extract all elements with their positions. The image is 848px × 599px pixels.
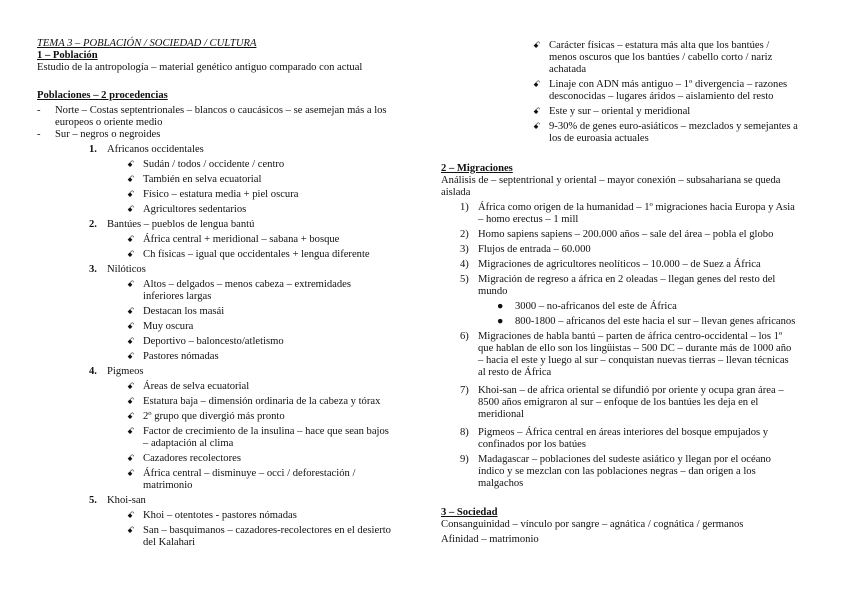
group-4-item: Factor de crecimiento de la insulina – hace que sean bajos (143, 426, 389, 437)
group-4-item-cont: – adaptación al clima (143, 438, 234, 449)
bullet-icon: ꗃ (127, 352, 135, 362)
group-3-item: Altos – delgados – menos cabeza – extremidades (143, 279, 351, 290)
group-1-name: Africanos occidentales (107, 144, 204, 155)
section-2-heading: 2 – Migraciones (441, 163, 513, 174)
section-2-intro: Análisis de – septentrional y oriental – mayor conexión – subsahariana se queda (441, 175, 781, 186)
migration-item-cont: 8500 años emigraron al sur – enfoque de los bantúes les deja en el (478, 397, 759, 408)
migration-item: Migraciones de habla bantú – parten de áfrica centro-occidental – los 1º (478, 331, 783, 342)
group-2-item: Ch físicas – igual que occidentales + lengua diferente (143, 249, 370, 260)
khoi-trait: 9-30% de genes euro-asiáticos – mezclados y semejantes a (549, 121, 798, 132)
group-3-item: Pastores nómadas (143, 351, 219, 362)
migration-item-cont: – homo erectus – 1 mill (478, 214, 579, 225)
migration-item-cont: mundo (478, 286, 508, 297)
section-2-intro-cont: aislada (441, 187, 471, 198)
migration-item-cont: meridional (478, 409, 524, 420)
group-1-item: También en selva ecuatorial (143, 174, 262, 185)
khoi-trait-cont: desconocidas – lugares áridos – aislamiento del resto (549, 91, 774, 102)
group-4-item-cont: matrimonio (143, 480, 193, 491)
migration-number: 7) (460, 385, 469, 396)
group-4-item: Áreas de selva ecuatorial (143, 381, 250, 392)
bullet-icon: ꗃ (127, 250, 135, 260)
group-3-item: Muy oscura (143, 321, 194, 332)
bullet-icon: ꗃ (127, 427, 135, 437)
migration-number: 6) (460, 331, 469, 342)
norte-line-2: europeos o oriente medio (55, 117, 163, 128)
bullet-icon: ꗃ (533, 41, 541, 51)
migration-item-cont: índico y se mezclan con las poblaciones negras – dan origen a los (478, 466, 756, 477)
migration-item-cont: – hacia el este y luego al sur – conquistan nuevas tierras – llevan técnicas (478, 355, 789, 366)
section-3-line: Afinidad – matrimonio (441, 534, 539, 545)
bullet-icon: ꗃ (127, 280, 135, 290)
migration-item-cont: confinados por los batúes (478, 439, 586, 450)
migration-number: 8) (460, 427, 469, 438)
group-1-item: Sudán / todos / occidente / centro (143, 159, 285, 170)
dot-bullet-icon: ● (497, 301, 504, 312)
migration-item: Migraciones de agricultores neolíticos – 10.000 – de Suez a África (478, 259, 761, 270)
bullet-icon: ꗃ (127, 205, 135, 215)
migration-number: 4) (460, 259, 469, 270)
bullet-icon: ꗃ (533, 80, 541, 90)
bullet-icon: ꗃ (127, 190, 135, 200)
group-4-item: Estatura baja – dimensión ordinaria de la cabeza y tórax (143, 396, 381, 407)
group-4-name: Pigmeos (107, 366, 144, 377)
bullet-icon: ꗃ (533, 107, 541, 117)
group-5-item: Khoi – otentotes - pastores nómadas (143, 510, 297, 521)
group-4-number: 4. (89, 366, 97, 377)
migration-item: Flujos de entrada – 60.000 (478, 244, 591, 255)
group-1-item: Físico – estatura media + piel oscura (143, 189, 299, 200)
migration-item: Pigmeos – África central en áreas interiores del bosque empujados y (478, 427, 769, 438)
group-1-number: 1. (89, 144, 97, 155)
migration-item-cont: que hablan de ello son los lingüistas – 500 DC – durante más de 1000 año (478, 343, 792, 354)
document-title: TEMA 3 – POBLACIÓN / SOCIEDAD / CULTURA (37, 38, 257, 49)
khoi-trait-cont: achatada (549, 64, 587, 75)
group-1-item: Agricultores sedentarios (143, 204, 247, 215)
group-5-name: Khoi-san (107, 495, 146, 506)
khoi-trait: Este y sur – oriental y meridional (549, 106, 691, 117)
group-2-number: 2. (89, 219, 97, 230)
group-5-number: 5. (89, 495, 97, 506)
migration-number: 2) (460, 229, 469, 240)
group-3-item: Destacan los masái (143, 306, 225, 317)
norte-line-1: Norte – Costas septentrionales – blancos o caucásicos – se asemejan más a los (55, 105, 387, 116)
group-2-item: África central + meridional – sabana + bosque (143, 234, 340, 245)
bullet-icon: ꗃ (127, 469, 135, 479)
bullet-icon: ꗃ (127, 235, 135, 245)
bullet-icon: ꗃ (127, 397, 135, 407)
group-3-item-cont: inferiores largas (143, 291, 212, 302)
bullet-icon: ꗃ (127, 160, 135, 170)
section-3-line: Consanguinidad – vínculo por sangre – agnática / cognática / germanos (441, 519, 744, 530)
dash-bullet: - (37, 105, 41, 116)
bullet-icon: ꗃ (127, 412, 135, 422)
migration-item-cont: al resto de África (478, 367, 552, 378)
sur-line: Sur – negros o negroides (55, 129, 161, 140)
dot-bullet-icon: ● (497, 316, 504, 327)
group-3-item: Deportivo – baloncesto/atletismo (143, 336, 284, 347)
khoi-trait: Carácter físicas – estatura más alta que los bantúes / (549, 40, 770, 51)
group-2-name: Bantúes – pueblos de lengua bantú (107, 219, 255, 230)
migration-subitem: 800-1800 – africanos del este hacia el sur – llevan genes africanos (515, 316, 796, 327)
bullet-icon: ꗃ (127, 526, 135, 536)
migration-number: 9) (460, 454, 469, 465)
migration-item: Madagascar – poblaciones del sudeste asiático y llegan por el océano (478, 454, 771, 465)
bullet-icon: ꗃ (533, 122, 541, 132)
section-3-heading: 3 – Sociedad (441, 507, 498, 518)
migration-item: Homo sapiens sapiens – 200.000 años – sale del área – pobla el globo (478, 229, 774, 240)
group-4-item: África central – disminuye – occi / deforestación / (143, 468, 356, 479)
bullet-icon: ꗃ (127, 382, 135, 392)
khoi-trait-cont: los de euroasia actuales (549, 133, 649, 144)
migration-number: 5) (460, 274, 469, 285)
group-4-item: Cazadores recolectores (143, 453, 241, 464)
bullet-icon: ꗃ (127, 337, 135, 347)
dash-bullet: - (37, 129, 41, 140)
bullet-icon: ꗃ (127, 511, 135, 521)
migration-subitem: 3000 – no-africanos del este de África (515, 301, 677, 312)
bullet-icon: ꗃ (127, 307, 135, 317)
group-5-item-cont: del Kalahari (143, 537, 196, 548)
group-3-number: 3. (89, 264, 97, 275)
bullet-icon: ꗃ (127, 454, 135, 464)
khoi-trait-cont: menos oscuros que los bantúes / cabello corto / nariz (549, 52, 773, 63)
migration-item: África como origen de la humanidad – 1º migraciones hacia Europa y Asia (478, 202, 795, 213)
section-1-intro: Estudio de la antropología – material genético antiguo comparado con actual (37, 62, 363, 73)
group-3-name: Nilóticos (107, 264, 146, 275)
poblaciones-heading: Poblaciones – 2 procedencias (37, 90, 168, 101)
migration-number: 1) (460, 202, 469, 213)
migration-item: Migración de regreso a áfrica en 2 oleadas – llegan genes del resto del (478, 274, 776, 285)
bullet-icon: ꗃ (127, 322, 135, 332)
migration-number: 3) (460, 244, 469, 255)
group-4-item: 2º grupo que divergió más pronto (143, 411, 285, 422)
group-5-item: San – basquimanos – cazadores-recolectores en el desierto (143, 525, 391, 536)
khoi-trait: Linaje con ADN más antiguo – 1º divergencia – razones (549, 79, 788, 90)
migration-item: Khoi-san – de africa oriental se difundió por oriente y ocupa gran área – (478, 385, 784, 396)
bullet-icon: ꗃ (127, 175, 135, 185)
migration-item-cont: malgachos (478, 478, 524, 489)
section-1-heading: 1 – Población (37, 50, 98, 61)
